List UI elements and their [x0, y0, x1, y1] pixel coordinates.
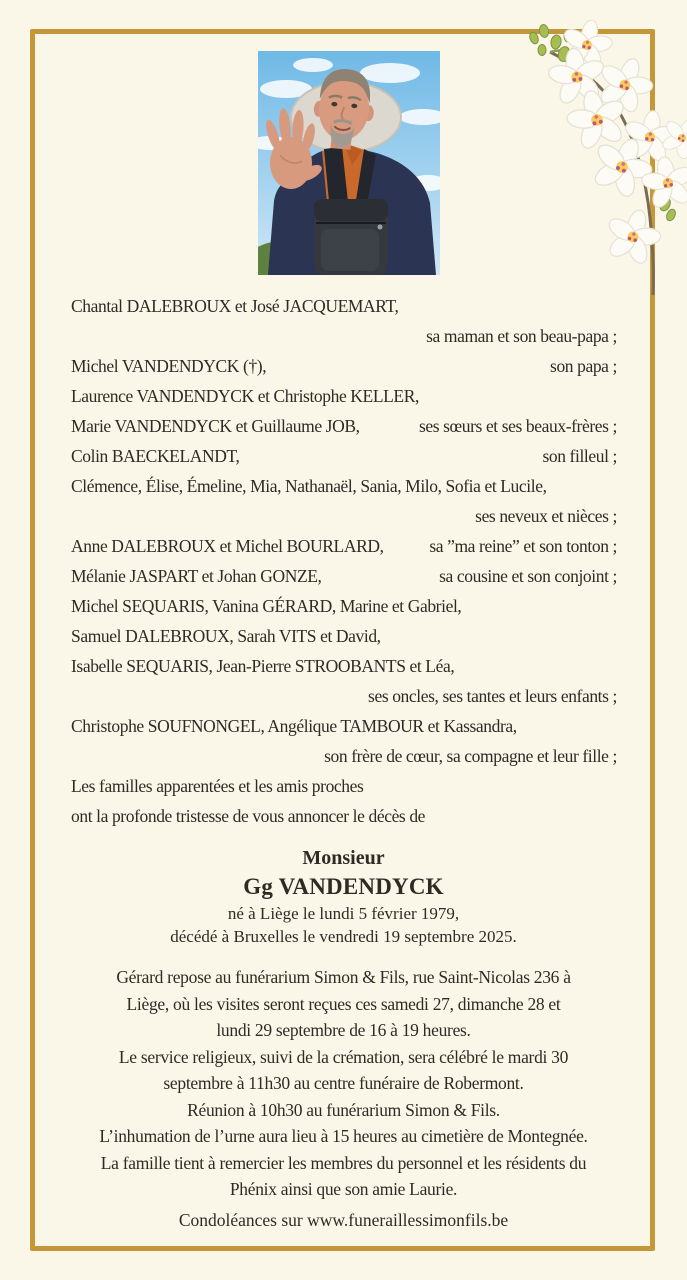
ceremony-line: lundi 29 septembre de 16 à 19 heures. — [216, 1020, 471, 1040]
deceased-block — [36, 845, 651, 948]
family-line — [71, 501, 617, 531]
family-names-text: Isabelle SEQUARIS, Jean-Pierre STROOBANTS et Léa, — [71, 656, 455, 676]
family-names-text: Samuel DALEBROUX, Sarah VITS et David, — [71, 626, 381, 646]
ceremony-line: septembre à 11h30 au centre funéraire de Robermont. — [163, 1073, 524, 1093]
family-line — [71, 351, 617, 381]
family-line — [71, 411, 617, 441]
family-line — [71, 561, 617, 591]
family-line — [71, 741, 617, 771]
family-line — [71, 471, 617, 501]
family-line — [71, 771, 617, 801]
family-line — [71, 711, 617, 741]
family-line — [71, 651, 617, 681]
family-line — [71, 591, 617, 621]
family-names-text: Christophe SOUFNONGEL, Angélique TAMBOUR et Kassandra, — [71, 716, 517, 736]
relationship-text: sa maman et son beau-papa ; — [426, 326, 617, 346]
deceased-name: Gg VANDENDYCK — [243, 874, 444, 899]
family-names-text: Mélanie JASPART et Johan GONZE, — [71, 566, 322, 586]
birth-line: né à Liège le lundi 5 février 1979, — [227, 904, 460, 923]
relationship-text: son papa ; — [550, 356, 617, 376]
portrait-photo — [258, 51, 440, 275]
relationship-text: ses sœurs et ses beaux-frères ; — [418, 416, 617, 436]
ceremony-line: Le service religieux, suivi de la crémation, sera célébré le mardi 30 — [118, 1046, 569, 1067]
relationship-text: ses oncles, ses tantes et leurs enfants ; — [368, 686, 617, 706]
death-line: décédé à Bruxelles le vendredi 19 septembre 2025. — [170, 927, 517, 946]
orchid-decoration — [520, 18, 687, 313]
family-line — [71, 801, 617, 831]
family-names-text: Anne DALEBROUX et Michel BOURLARD, — [71, 536, 384, 556]
relationship-text: sa cousine et son conjoint ; — [439, 566, 617, 586]
family-line — [71, 681, 617, 711]
family-names-text: Clémence, Élise, Émeline, Mia, Nathanaël, Sania, Milo, Sofia et Lucile, — [71, 476, 547, 496]
family-names-text: Colin BAECKELANDT, — [71, 446, 240, 466]
family-names-text: Michel VANDENDYCK (†), — [71, 356, 267, 376]
deceased-title: Monsieur — [302, 847, 385, 869]
family-names-text: ont la profonde tristesse de vous annoncer le décès de — [71, 806, 426, 826]
family-line — [71, 321, 617, 351]
ceremony-line: Phénix ainsi que son amie Laurie. — [229, 1179, 458, 1199]
family-names-text: Les familles apparentées et les amis proches — [71, 776, 364, 796]
family-line — [71, 381, 617, 411]
relationship-text: son frère de cœur, sa compagne et leur fille ; — [324, 746, 617, 766]
relationship-text: son filleul ; — [542, 446, 617, 466]
family-line — [71, 291, 617, 321]
family-line — [71, 621, 617, 651]
relationship-text: sa ”ma reine” et son tonton ; — [429, 536, 617, 556]
family-names-text: Michel SEQUARIS, Vanina GÉRARD, Marine et Gabriel, — [71, 596, 462, 616]
family-announcement-list — [71, 291, 617, 831]
ceremony-line: Liège, où les visites seront reçues ces samedi 27, dimanche 28 et — [126, 993, 561, 1014]
ceremony-line: La famille tient à remercier les membres du personnel et les résidents du — [100, 1152, 587, 1173]
family-names-text: Marie VANDENDYCK et Guillaume JOB, — [71, 416, 360, 436]
family-names-text: Laurence VANDENDYCK et Christophe KELLER, — [71, 386, 419, 406]
ceremony-line: Réunion à 10h30 au funérarium Simon & Fils. — [187, 1099, 500, 1120]
family-line — [71, 441, 617, 471]
relationship-text: ses neveux et nièces ; — [475, 506, 617, 526]
ceremony-details — [60, 964, 627, 1203]
family-names-text: Chantal DALEBROUX et José JACQUEMART, — [71, 296, 399, 316]
condolences-line: Condoléances sur www.funeraillessimonfils.be — [178, 1210, 509, 1230]
family-line — [71, 531, 617, 561]
ceremony-line: L’inhumation de l’urne aura lieu à 15 heures au cimetière de Montegnée. — [99, 1126, 588, 1146]
ceremony-line: Gérard repose au funérarium Simon & Fils, rue Saint-Nicolas 236 à — [116, 967, 571, 987]
